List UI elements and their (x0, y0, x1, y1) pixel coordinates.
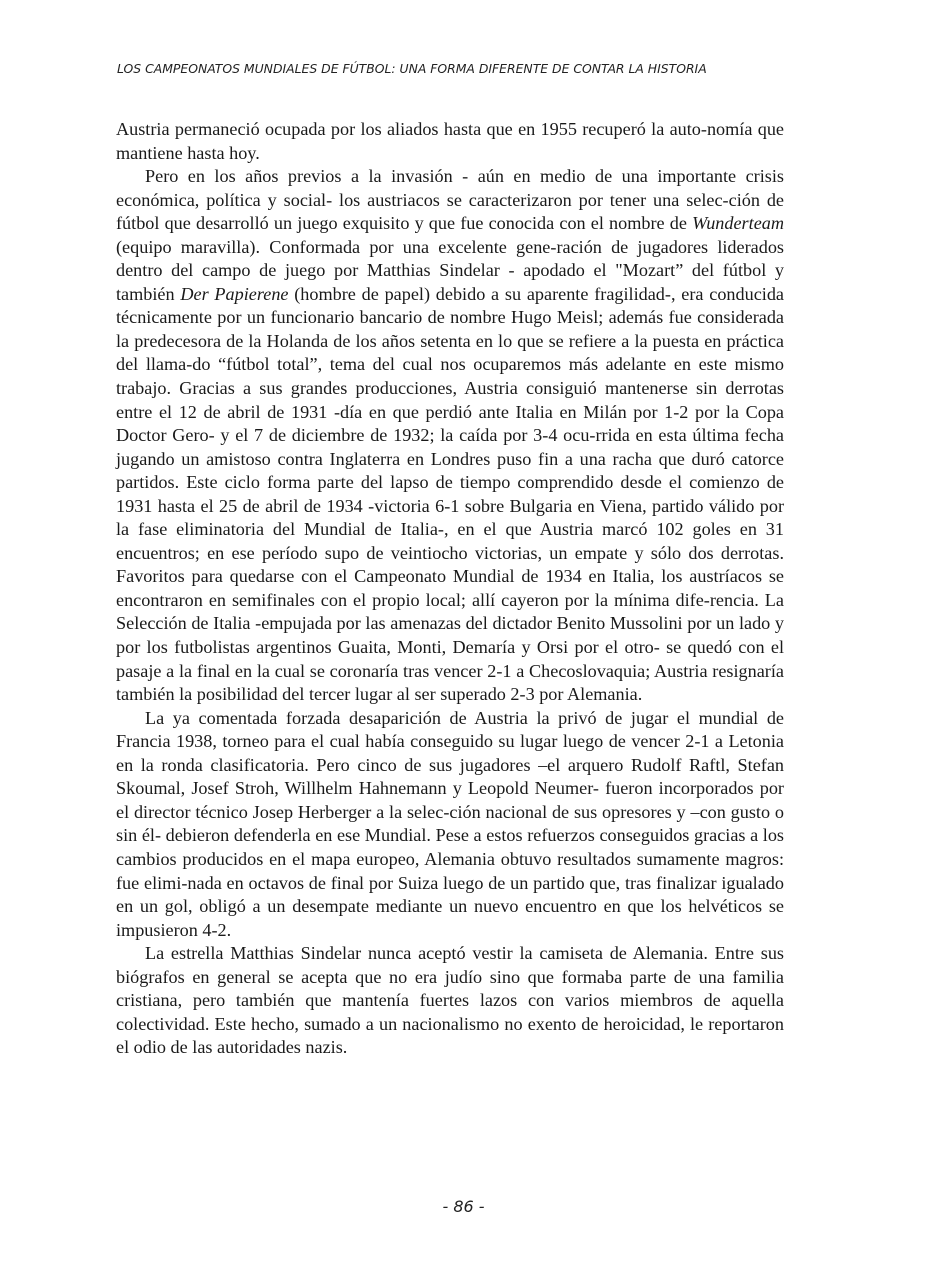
paragraph-1: Austria permaneció ocupada por los aliados hasta que en 1955 recuperó la auto-nomía que mantiene hasta hoy. (116, 119, 784, 163)
paragraph-2-part-e: (hombre de papel) debido a su aparente fragilidad-, era conducida técnicamente por un funcionario bancario de nombre Hugo Meisl; además fue considerada la predecesora de la Holanda de los años setenta en lo que se refiere a la puesta en práctica del llama-do “fútbol total”, tema del cual nos ocuparemos más adelante en este mismo trabajo. Gracias a sus grandes producciones, Austria consiguió mantenerse sin derrotas entre el 12 de abril de 1931 -día en que perdió ante Italia en Milán por 1-2 por la Copa Doctor Gero- y el 7 de diciembre de 1932; la caída por 3-4 ocu-rrida en esta última fecha jugando un amistoso contra Inglaterra en Londres puso fin a una racha que duró catorce partidos. Este ciclo forma parte del lapso de tiempo comprendido desde el comienzo de 1931 hasta el 25 de abril de 1934 -victoria 6-1 sobre Bulgaria en Viena, partido válido por la fase eliminatoria del Mundial de Italia-, en el que Austria marcó 102 goles en 31 encuentros; en ese período supo de veintiocho victorias, un empate y sólo dos derrotas. Favoritos para quedarse con el Campeonato Mundial de 1934 en Italia, los austríacos se encontraron en semifinales con el propio local; allí cayeron por la mínima dife-rencia. La Selección de Italia -empujada por las amenazas del dictador Benito Mussolini por un lado y por los futbolistas argentinos Guaita, Monti, Demaría y Orsi por el otro- se quedó con el pasaje a la final en la cual se coronaría tras vencer 2-1 a Checoslovaquia; Austria resignaría también la posibilidad del tercer lugar al ser superado 2-3 por Alemania. (116, 283, 784, 705)
paragraph-2 (116, 165, 784, 707)
page-number: - 86 - (442, 1197, 485, 1216)
paragraph-3: La ya comentada forzada desaparición de Austria la privó de jugar el mundial de Francia 1938, torneo para el cual había conseguido su lugar luego de vencer 2-1 a Letonia en la ronda clasificatoria. Pero cinco de sus jugadores –el arquero Rudolf Raftl, Stefan Skoumal, Josef Stroh, Willhelm Hahnemann y Leopold Neumer- fueron incorporados por el director técnico Josep Herberger a la selec-ción nacional de sus opresores y –con gusto o sin él- debieron defenderla en ese Mundial. Pese a estos refuerzos conseguidos gracias a los cambios producidos en el mapa europeo, Alemania obtuvo resultados sumamente magros: fue elimi-nada en octavos de final por Suiza luego de un partido que, tras finalizar igualado en un gol, obligó a un desempate mediante un nuevo encuentro en que los helvéticos se impusieron 4-2. (116, 707, 784, 940)
paragraph-2-part-c: (equipo maravilla). Conformada por una excelente gene-ración de jugadores liderados dentro del campo de juego por Matthias Sindelar - apodado el "Mozart” del fútbol y también (116, 236, 784, 304)
wunderteam-term: Wunderteam (692, 213, 784, 234)
paragraph-2-part-a: Pero en los años previos a la invasión - aún en medio de una importante crisis económica, política y social- los austriacos se caracterizaron por tener una selec-ción de fútbol que desarrolló un juego exquisito y que fue conocida con el nombre de (116, 166, 784, 234)
der-papierene-term: Der Papierene (180, 283, 289, 304)
body-text (116, 118, 784, 1060)
running-header: LOS CAMPEONATOS MUNDIALES DE FÚTBOL: UNA FORMA DIFERENTE DE CONTAR LA HISTORIA (117, 61, 707, 76)
paragraph-4: La estrella Matthias Sindelar nunca aceptó vestir la camiseta de Alemania. Entre sus biógrafos en general se acepta que no era judío sino que formaba parte de una familia cristiana, pero también que mantenía fuertes lazos con varios miembros de aquella colectividad. Este hecho, sumado a un nacionalismo no exento de heroicidad, le reportaron el odio de las autoridades nazis. (116, 943, 784, 1058)
